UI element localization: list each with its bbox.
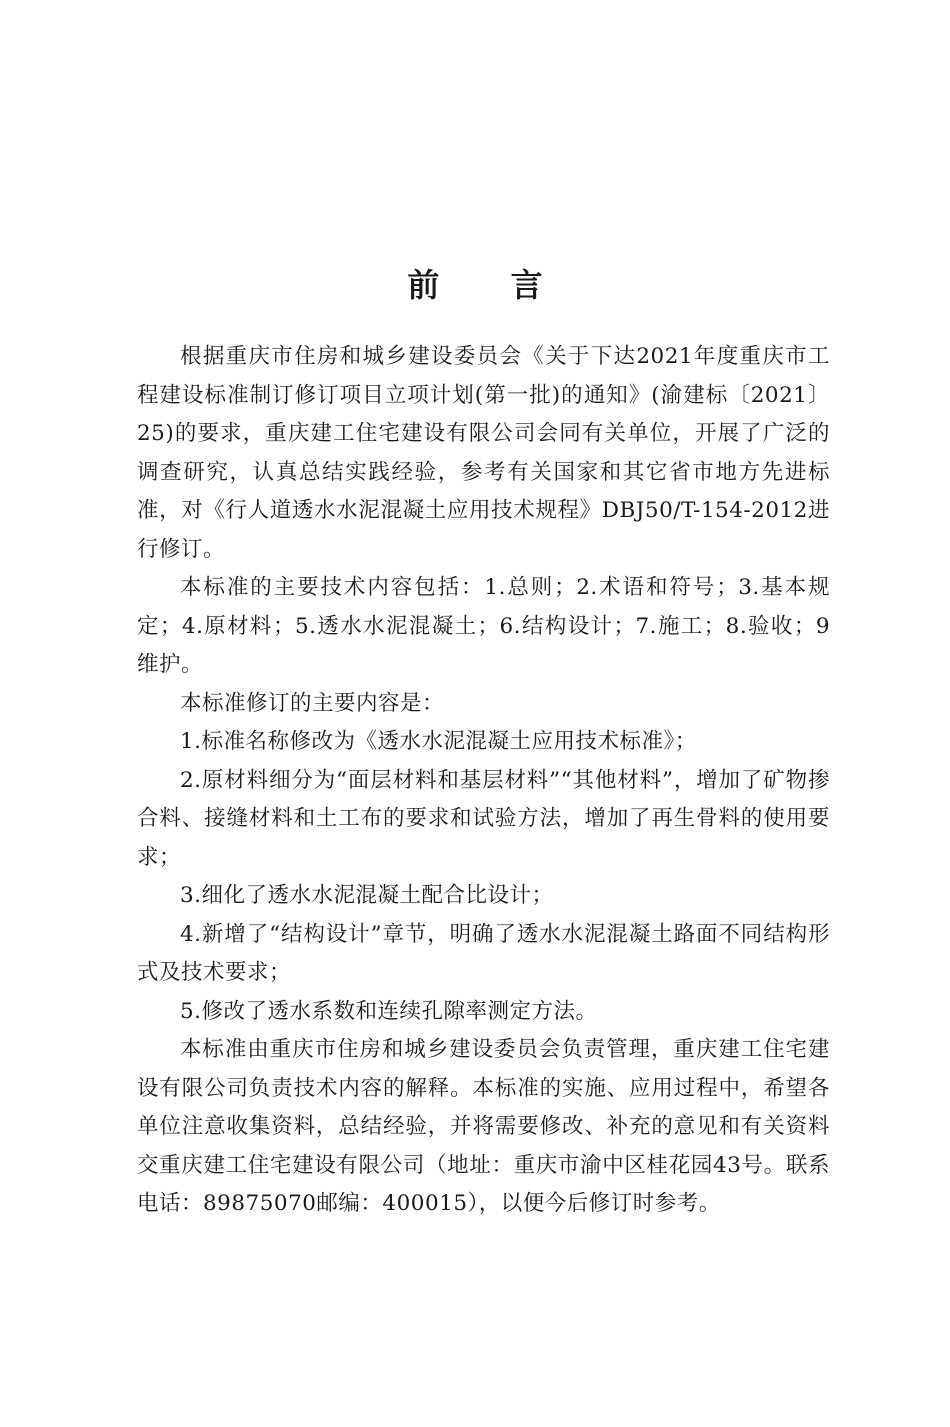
paragraph-revision-intro: 本标准修订的主要内容是： <box>180 690 445 716</box>
revision-item-4: 4.新增了“结构设计”章节，明确了透水水泥混凝土路面不同结构形式及技术要求； <box>137 921 830 985</box>
paragraph-main-content: 本标准的主要技术内容包括：1.总则；2.术语和符号；3.基本规定；4.原材料；5.透水水泥混凝土；6.结构设计；7.施工；8.验收；9维护。 <box>137 575 830 677</box>
revision-item-1: 1.标准名称修改为《透水水泥混凝土应用技术标准》； <box>180 729 697 754</box>
revision-item-2: 2.原材料细分为“面层材料和基层材料”“其他材料”，增加了矿物掺合料、接缝材料和土工布的要求和试验方法，增加了再生骨料的使用要求； <box>137 767 830 870</box>
paragraph-basis: 根据重庆市住房和城乡建设委员会《关于下达2021年度重庆市工程建设标准制订修订项目立项计划(第一批)的通知》(渝建标〔2021〕25)的要求，重庆建工住宅建设有限公司会同有关单位，开展了广泛的调查研究，认真总结实践经验，参考有关国家和其它省市地方先进标准，对《行人道透水水泥混凝土应用技术规程》DBJ50/T-154-2012进行修订。 <box>137 344 830 562</box>
page-title: 前 言 <box>407 266 573 305</box>
revision-item-5: 5.修改了透水系数和连续孔隙率测定方法。 <box>180 998 598 1024</box>
document-body <box>137 338 830 1224</box>
revision-item-3: 3.细化了透水水泥混凝土配合比设计； <box>180 883 554 908</box>
paragraph-management: 本标准由重庆市住房和城乡建设委员会负责管理，重庆建工住宅建设有限公司负责技术内容的解释。本标准的实施、应用过程中，希望各单位注意收集资料，总结经验，并将需要修改、补充的意见和有关资料交重庆建工住宅建设有限公司（地址：重庆市渝中区桂花园43号。联系电话：89875070邮编：400015），以便今后修订时参考。 <box>137 1037 830 1216</box>
